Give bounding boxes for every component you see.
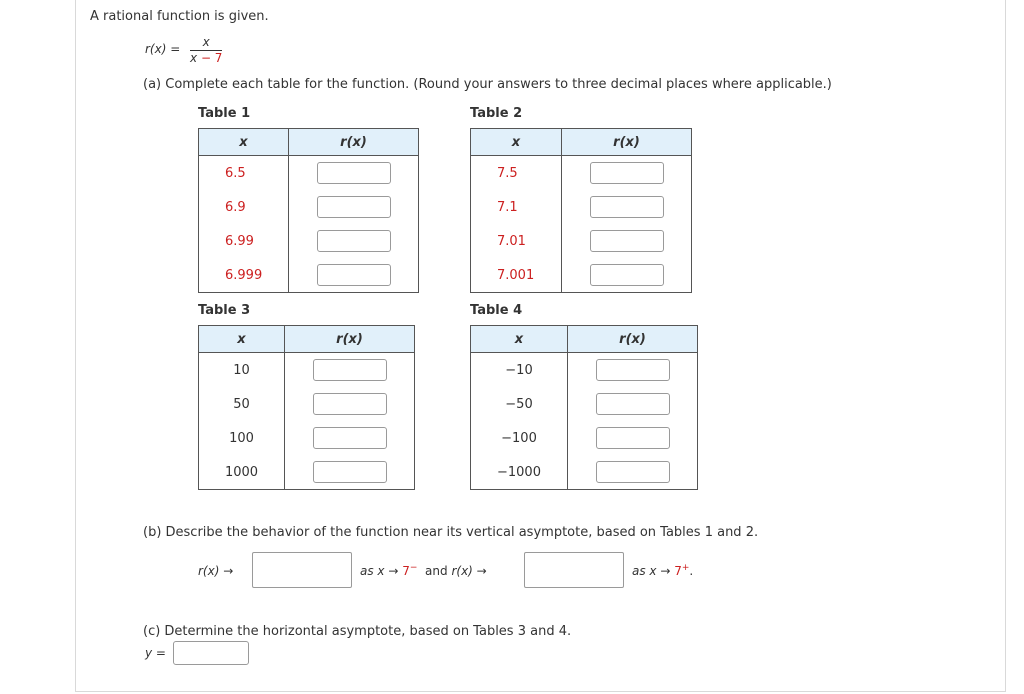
table-1-title: Table 1: [198, 106, 251, 121]
table-2: [470, 128, 692, 293]
function-fraction: [190, 35, 222, 66]
table-1: [198, 128, 419, 293]
r-arrow-left-label: r(x) →: [198, 564, 234, 578]
right-limit-input[interactable]: [524, 552, 624, 588]
table-4-x-cell: −100: [471, 421, 568, 455]
table-1-r-input-4[interactable]: [317, 264, 391, 286]
table-1-r-header: r(x): [289, 129, 419, 156]
left-limit-value: 7−: [402, 563, 418, 578]
table-1-x-cell: 6.5: [199, 156, 289, 191]
table-2-r-input-1[interactable]: [590, 162, 664, 184]
table-3-r-input-3[interactable]: [313, 427, 387, 449]
table-4-x-header: x: [471, 326, 568, 353]
function-lhs: r(x) =: [145, 42, 181, 56]
right-limit-text: as x → 7+.: [632, 563, 694, 578]
right-limit-value: 7+: [674, 563, 690, 578]
table-3-x-cell: 50: [199, 387, 285, 421]
table-4-r-input-1[interactable]: [596, 359, 670, 381]
table-2-r-input-3[interactable]: [590, 230, 664, 252]
table-2-x-cell: 7.01: [471, 224, 562, 258]
table-2-x-cell: 7.5: [471, 156, 562, 191]
table-2-x-cell: 7.001: [471, 258, 562, 293]
table-2-r-input-2[interactable]: [590, 196, 664, 218]
table-4: [470, 325, 698, 490]
table-1-x-cell: 6.999: [199, 258, 289, 293]
table-4-r-input-4[interactable]: [596, 461, 670, 483]
intro-text: A rational function is given.: [90, 9, 269, 24]
table-3-x-cell: 10: [199, 353, 285, 388]
part-a-prompt: (a) Complete each table for the function. (Round your answers to three decimal places where applicable.): [143, 77, 832, 92]
table-3-x-cell: 1000: [199, 455, 285, 490]
table-1-r-input-3[interactable]: [317, 230, 391, 252]
table-4-r-input-3[interactable]: [596, 427, 670, 449]
table-3-r-header: r(x): [285, 326, 415, 353]
table-4-x-cell: −10: [471, 353, 568, 388]
table-2-title: Table 2: [470, 106, 523, 121]
table-4-title: Table 4: [470, 303, 523, 318]
fraction-denominator: x − 7: [190, 51, 223, 65]
table-3-r-input-2[interactable]: [313, 393, 387, 415]
table-3-r-input-1[interactable]: [313, 359, 387, 381]
part-b-prompt: (b) Describe the behavior of the function near its vertical asymptote, based on Tables 1 and 2.: [143, 525, 759, 540]
table-2-x-cell: 7.1: [471, 190, 562, 224]
left-limit-input[interactable]: [252, 552, 352, 588]
table-4-r-input-2[interactable]: [596, 393, 670, 415]
table-2-r-input-4[interactable]: [590, 264, 664, 286]
table-1-r-input-2[interactable]: [317, 196, 391, 218]
table-4-r-header: r(x): [568, 326, 698, 353]
left-limit-text: as x → 7− and r(x) →: [360, 563, 487, 578]
table-3-x-header: x: [199, 326, 285, 353]
table-1-x-header: x: [199, 129, 289, 156]
y-label: y =: [145, 646, 166, 660]
fraction-numerator: x: [190, 35, 222, 51]
table-4-x-cell: −1000: [471, 455, 568, 490]
table-4-x-cell: −50: [471, 387, 568, 421]
table-2-x-header: x: [471, 129, 562, 156]
table-1-r-input-1[interactable]: [317, 162, 391, 184]
table-3: [198, 325, 415, 490]
table-1-x-cell: 6.99: [199, 224, 289, 258]
table-3-title: Table 3: [198, 303, 251, 318]
table-3-r-input-4[interactable]: [313, 461, 387, 483]
table-1-x-cell: 6.9: [199, 190, 289, 224]
part-c-prompt: (c) Determine the horizontal asymptote, based on Tables 3 and 4.: [143, 624, 572, 639]
horizontal-asymptote-input[interactable]: [173, 641, 249, 665]
table-2-r-header: r(x): [562, 129, 692, 156]
table-3-x-cell: 100: [199, 421, 285, 455]
